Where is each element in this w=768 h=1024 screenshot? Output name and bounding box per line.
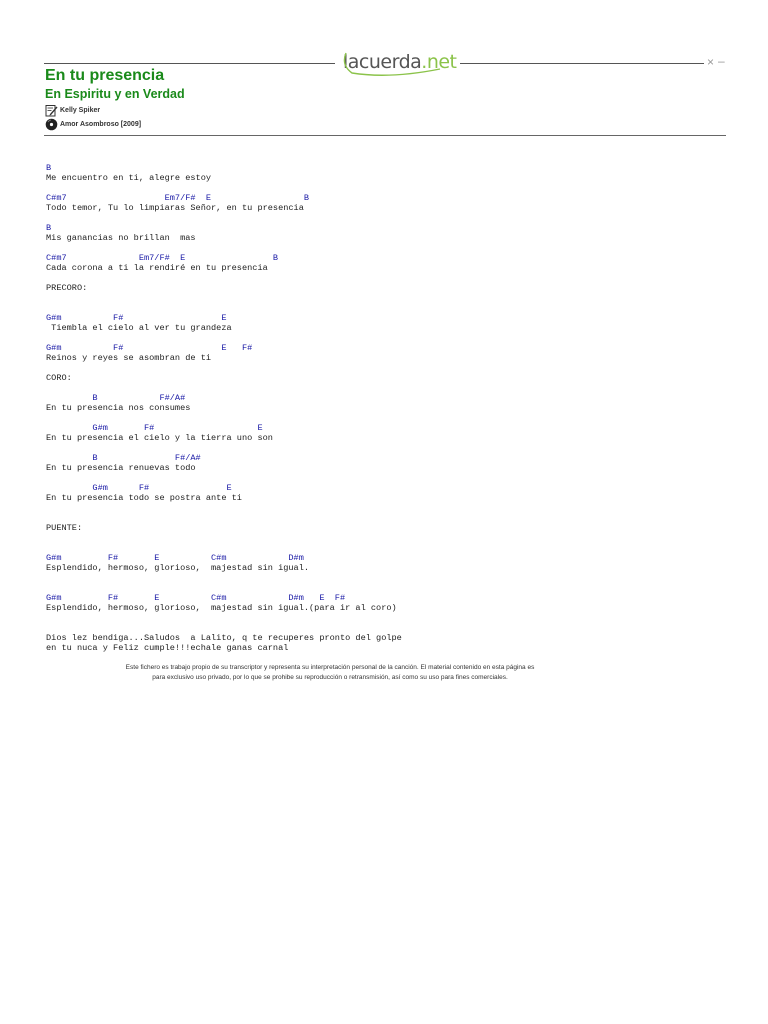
lyric-line: Me encuentro en ti, alegre estoy <box>46 173 212 183</box>
blank-line <box>46 543 402 553</box>
lyric-line: PRECORO: <box>46 283 88 293</box>
blank-line <box>46 413 402 423</box>
lyric-line: En tu presencia todo se postra ante ti <box>46 493 242 503</box>
blank-line <box>46 473 402 483</box>
lyric-line: Esplendido, hermoso, glorioso, majestad sin igual.(para ir al coro) <box>46 603 397 613</box>
chord-line[interactable]: G#m F# E F# <box>46 343 253 353</box>
blank-line <box>46 213 402 223</box>
blank-line <box>46 623 402 633</box>
lyric-line: Todo temor, Tu lo limpiaras Señor, en tu presencia <box>46 203 304 213</box>
lyric-line: Dios lez bendiga...Saludos a Lalito, q te recuperes pronto del golpe <box>46 633 402 643</box>
album-row <box>45 118 141 131</box>
blank-line <box>46 573 402 583</box>
blank-line <box>46 293 402 303</box>
artist-row <box>45 104 100 117</box>
copyright-line-2: para exclusivo uso privado, por lo que se prohibe su reproducción o retransmisión, así como su uso para fines comerciales. <box>152 674 508 681</box>
lyric-line: Reinos y reyes se asombran de ti <box>46 353 212 363</box>
blank-line <box>46 363 402 373</box>
blank-line <box>46 383 402 393</box>
disc-icon <box>45 118 58 131</box>
lyric-line: En tu presencia nos consumes <box>46 403 191 413</box>
album-name[interactable]: Amor Asombroso [2009] <box>60 121 142 128</box>
blank-line <box>46 503 402 513</box>
site-logo[interactable] <box>343 48 457 76</box>
chord-line[interactable]: B F#/A# <box>46 393 186 403</box>
chord-line[interactable]: B <box>46 163 52 173</box>
song-subtitle: En Espiritu y en Verdad <box>45 87 185 101</box>
lyric-line: en tu nuca y Feliz cumple!!!echale ganas carnal <box>46 643 289 653</box>
chord-line[interactable]: B <box>46 223 52 233</box>
blank-line <box>46 583 402 593</box>
chord-line[interactable]: G#m F# E C#m D#m E F# <box>46 593 346 603</box>
logo-brand: lacuerda <box>343 51 422 73</box>
blank-line <box>46 443 402 453</box>
lyric-line: PUENTE: <box>46 523 83 533</box>
lyric-line: En tu presencia renuevas todo <box>46 463 196 473</box>
lyric-line: En tu presencia el cielo y la tierra uno son <box>46 433 273 443</box>
chord-line[interactable]: G#m F# E <box>46 313 227 323</box>
lyric-line: Mis ganancias no brillan mas <box>46 233 196 243</box>
chord-line[interactable]: B F#/A# <box>46 453 201 463</box>
blank-line <box>46 533 402 543</box>
lyric-line: Esplendido, hermoso, glorioso, majestad sin igual. <box>46 563 310 573</box>
lyric-line: Tiembla el cielo al ver tu grandeza <box>46 323 232 333</box>
chord-line[interactable]: C#m7 Em7/F# E B <box>46 253 279 263</box>
blank-line <box>46 243 402 253</box>
chord-line[interactable]: G#m F# E C#m D#m <box>46 553 304 563</box>
song-title: En tu presencia <box>45 67 165 84</box>
blank-line <box>46 613 402 623</box>
blank-line <box>46 303 402 313</box>
pencil-icon <box>45 104 58 117</box>
blank-line <box>46 513 402 523</box>
minimize-icon[interactable]: – <box>718 54 725 68</box>
logo-tld: .net <box>421 51 457 73</box>
header-divider <box>44 135 726 136</box>
blank-line <box>46 273 402 283</box>
header-rule-right <box>460 63 704 64</box>
close-icon[interactable]: × <box>707 55 715 69</box>
chord-line[interactable]: G#m F# E <box>46 483 232 493</box>
lyric-line: Cada corona a ti la rendiré en tu presencia <box>46 263 268 273</box>
lyric-line: CORO: <box>46 373 72 383</box>
header-rule-left <box>44 63 335 64</box>
copyright-notice <box>40 663 620 683</box>
blank-line <box>46 183 402 193</box>
chord-line[interactable]: G#m F# E <box>46 423 263 433</box>
blank-line <box>46 333 402 343</box>
artist-name[interactable]: Kelly Spiker <box>60 107 101 114</box>
chord-line[interactable]: C#m7 Em7/F# E B <box>46 193 310 203</box>
song-body <box>46 163 402 653</box>
copyright-line-1: Este fichero es trabajo propio de su transcriptor y representa su interpretación personal de la canción. El material contenido en esta página es <box>125 664 535 671</box>
